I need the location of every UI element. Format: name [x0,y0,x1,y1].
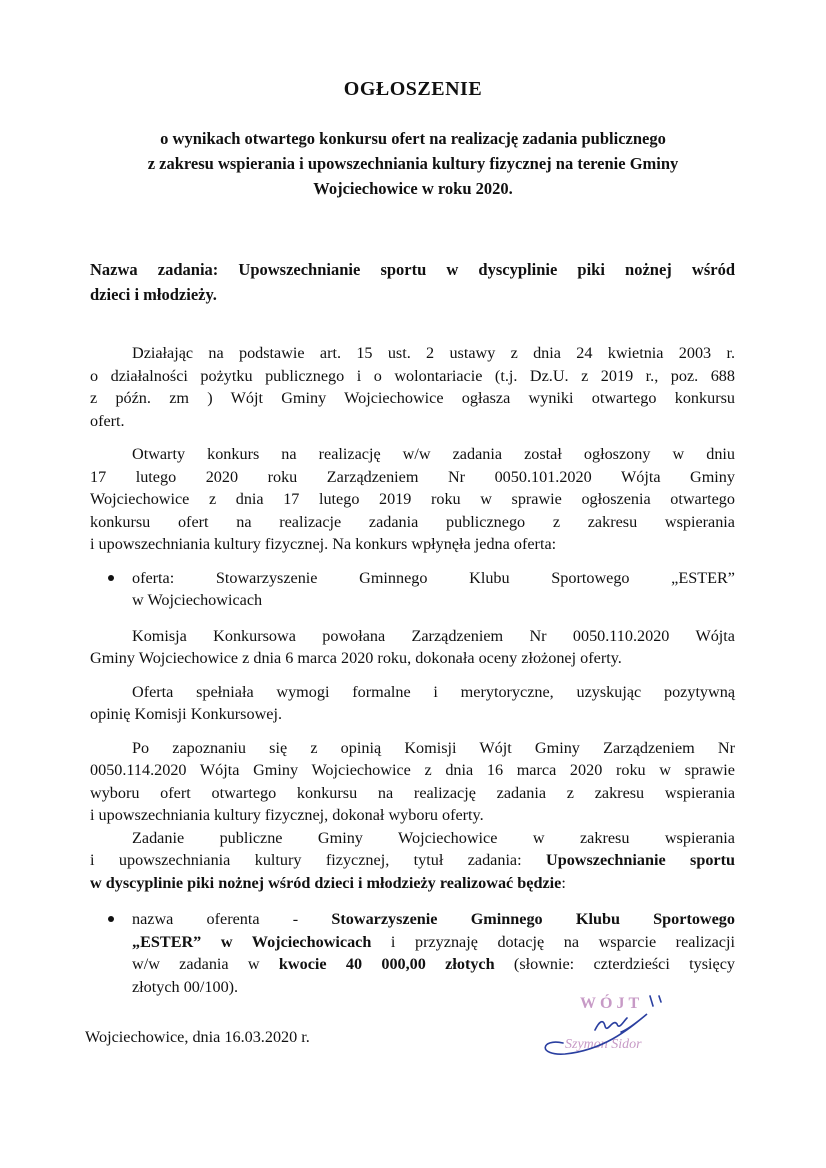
subtitle-line: o wynikach otwartego konkursu ofert na realizację zadania publicznego [160,129,666,148]
stamp-title: WÓJT [580,995,644,1012]
text-line [90,872,735,895]
text-line: i upowszechniania kultury fizycznej. Na konkurs wpłynęła jedna oferta: [90,535,557,553]
organization-name: „ESTER” w Wojciechowicach [132,932,372,951]
stamp-name: Szymon Sidor [565,1037,642,1052]
text-fragment: i przyznaję dotację na wsparcie realizacji [371,932,735,951]
text-line: złotych 00/100). [132,977,239,996]
text-line: Oferta spełniała wymogi formalne i merytoryczne, uzyskując pozytywną [132,682,735,701]
official-stamp-signature [535,988,685,1063]
text-fragment: : [561,873,566,892]
paragraph-commission [90,625,735,670]
organization-name: Stowarzyszenie Gminnego Klubu Sportowego [331,910,735,928]
text-line: Otwarty konkurs na realizację w/w zadania został ogłoszony w dniu [132,445,735,463]
text-line: oferta: Stowarzyszenie Gminnego Klubu Sportowego „ESTER” [132,568,735,587]
text-line: i upowszechniania kultury fizycznej, dokonał wyboru oferty. [90,806,484,824]
text-line: Działając na podstawie art. 15 ust. 2 ustawy z dnia 24 kwietnia 2003 r. [132,344,735,362]
text-line: konkursu ofert na realizacje zadania publicznego z zakresu wspierania [90,512,735,531]
place-and-date: Wojciechowice, dnia 16.03.2020 r. [85,1028,310,1046]
text-line [132,908,735,931]
subtitle-line: Wojciechowice w roku 2020. [313,179,513,198]
paragraph-selection [90,737,735,827]
task-title-bold: w dyscyplinie piki nożnej wśród dzieci i młodzieży realizować będzie [90,873,562,892]
task-name [90,257,735,307]
task-line: dzieci i młodzieży. [90,285,217,304]
text-line: Wojciechowice z dnia 17 lutego 2019 roku w sprawie ogłoszenia otwartego [90,490,735,508]
text-fragment: i upowszechniania kultury fizycznej, tytuł zadania: [90,851,547,869]
offer-list-item [90,567,735,612]
text-line: o działalności pożytku publicznego i o wolontariacie (t.j. Dz.U. z 2019 r., poz. 688 [90,366,735,385]
task-line: Nazwa zadania: Upowszechnianie sportu w dyscyplinie piki nożnej wśród [90,260,735,279]
grant-list-item [90,908,735,998]
text-line: Po zapoznaniu się z opinią Komisji Wójt Gminy Zarządzeniem Nr [132,738,735,757]
text-line: 0050.114.2020 Wójta Gminy Wojciechowice z dnia 16 marca 2020 roku w sprawie [90,761,735,779]
document-body [90,342,735,1011]
paragraph-legal-basis [90,342,735,432]
document-subtitle [100,126,726,201]
bullet-icon [108,575,114,581]
text-line: opinię Komisji Konkursowej. [90,705,282,723]
document-title: OGŁOSZENIE [343,78,483,100]
text-line [132,931,735,954]
text-line: Gminy Wojciechowice z dnia 6 marca 2020 roku, dokonała oceny złożonej oferty. [90,649,622,667]
task-title-bold: Upowszechnianie sportu [546,851,735,869]
paragraph-evaluation [90,681,735,726]
subtitle-line: z zakresu wspierania i upowszechniania kultury fizycznej na terenie Gminy [147,154,679,173]
paragraph-competition-announced [90,443,735,556]
text-fragment: (słownie: czterdzieści tysięcy [494,955,736,973]
text-fragment: nazwa oferenta - [132,910,332,928]
text-line: ofert. [90,411,125,430]
bullet-icon [108,916,114,922]
grant-amount: kwocie 40 000,00 złotych [278,955,495,973]
paragraph-public-task [90,827,735,895]
stamp-signature-graphic [535,988,685,1063]
text-line [132,953,735,976]
text-line: Komisja Konkursowa powołana Zarządzeniem Nr 0050.110.2020 Wójta [132,626,735,645]
text-fragment: w/w zadania w [132,955,279,973]
text-line: z późn. zm ) Wójt Gminy Wojciechowice ogłasza wyniki otwartego konkursu [90,389,735,407]
text-line [90,849,735,872]
text-line: Zadanie publiczne Gminy Wojciechowice w zakresu wspierania [132,828,735,847]
text-line: w Wojciechowicach [132,591,263,609]
text-line: 17 lutego 2020 roku Zarządzeniem Nr 0050.101.2020 Wójta Gminy [90,467,735,486]
text-line: wyboru ofert otwartego konkursu na realizację zadania z zakresu wspierania [90,783,735,802]
